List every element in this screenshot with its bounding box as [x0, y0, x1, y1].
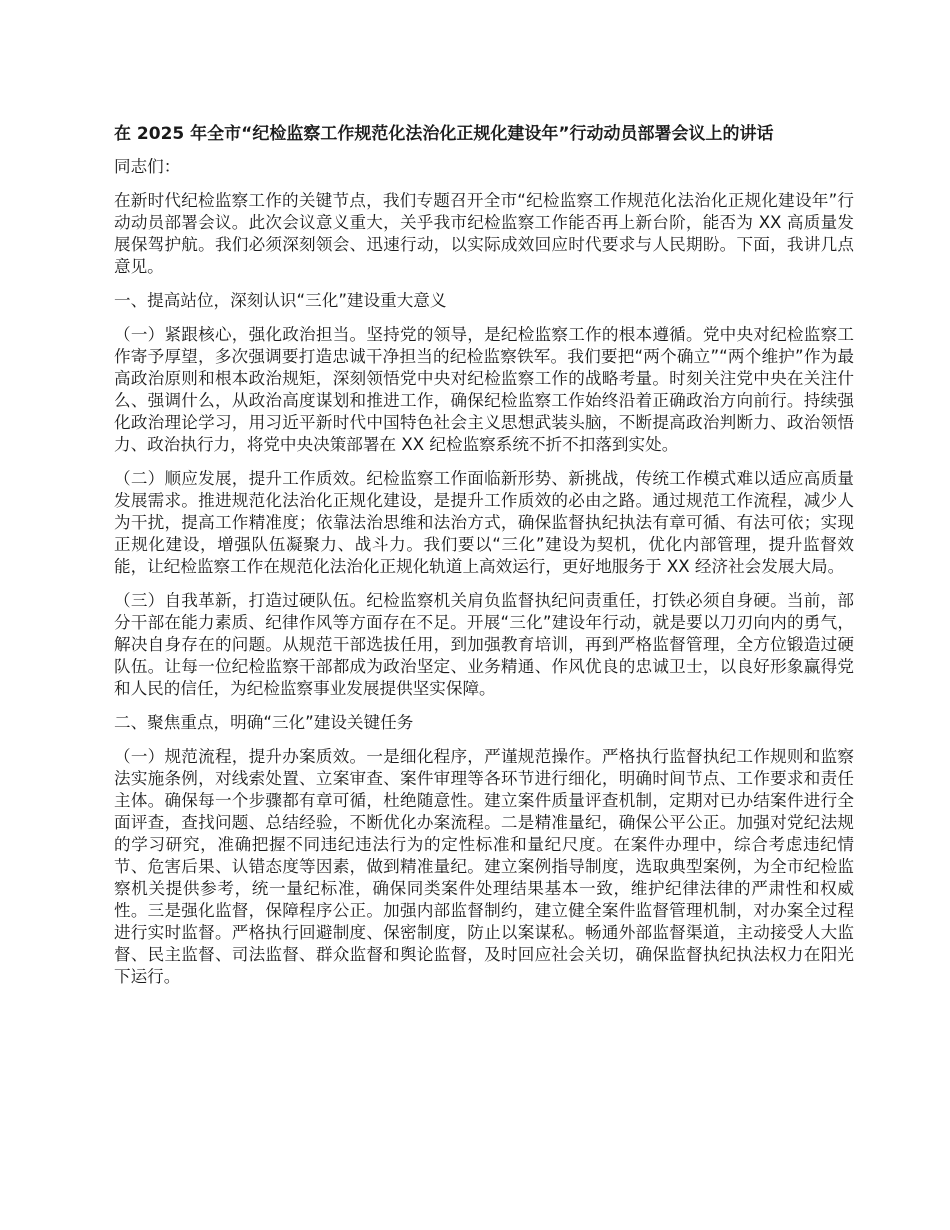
document-title — [114, 122, 854, 146]
body-paragraph: （一）紧跟核心，强化政治担当。坚持党的领导，是纪检监察工作的根本遵循。党中央对纪检监察工作寄予厚望，多次强调要打造忠诚干净担当的纪检监察铁军。我们要把“两个确立”“两个维护”作为最高政治原则和根本政治规矩，深刻领悟党中央对纪检监察工作的战略考量。时刻关注党中央在关注什么、强调什么，从政治高度谋划和推进工作，确保纪检监察工作始终沿着正确政治方向前行。持续强化政治理论学习，用习近平新时代中国特色社会主义思想武装头脑，不断提高政治判断力、政治领悟力、政治执行力，将党中央决策部署在 XX 纪检监察系统不折不扣落到实处。 — [114, 325, 854, 454]
document-page — [114, 122, 854, 1000]
body-paragraph: （一）规范流程，提升办案质效。一是细化程序，严谨规范操作。严格执行监督执纪工作规则和监察法实施条例，对线索处置、立案审查、案件审理等各环节进行细化，明确时间节点、工作要求和责任主体。确保每一个步骤都有章可循，杜绝随意性。建立案件质量评查机制，定期对已办结案件进行全面评查，查找问题、总结经验，不断优化办案流程。二是精准量纪，确保公平公正。加强对党纪法规的学习研究，准确把握不同违纪违法行为的定性标准和量纪尺度。在案件办理中，综合考虑违纪情节、危害后果、认错态度等因素，做到精准量纪。建立案例指导制度，选取典型案例，为全市纪检监察机关提供参考，统一量纪标准，确保同类案件处理结果基本一致，维护纪律法律的严肃性和权威性。三是强化监督，保障程序公正。加强内部监督制约，建立健全案件监督管理机制，对办案全过程进行实时监督。严格执行回避制度、保密制度，防止以案谋私。畅通外部监督渠道，主动接受人大监督、民主监督、司法监督、群众监督和舆论监督，及时回应社会关切，确保监督执纪执法权力在阳光下运行。 — [114, 747, 854, 986]
document-title-text: 在 2025 年全市“纪检监察工作规范化法治化正规化建设年”行动动员部署会议上的讲话 — [114, 124, 774, 144]
intro-paragraph: 在新时代纪检监察工作的关键节点，我们专题召开全市“纪检监察工作规范化法治化正规化建设年”行动动员部署会议。此次会议意义重大，关乎我市纪检监察工作能否再上新台阶，能否为 XX 高质量发展保驾护航。我们必须深刻领会、迅速行动，以实际成效回应时代要求与人民期盼。下面，我讲几点意见。 — [114, 191, 854, 276]
section-heading-2: 二、聚焦重点，明确“三化”建设关键任务 — [114, 713, 414, 732]
section-heading-1: 一、提高站位，深刻认识“三化”建设重大意义 — [114, 291, 447, 310]
body-paragraph: （二）顺应发展，提升工作质效。纪检监察工作面临新形势、新挑战，传统工作模式难以适应高质量发展需求。推进规范化法治化正规化建设，是提升工作质效的必由之路。通过规范工作流程，减少人为干扰，提高工作精准度；依靠法治思维和法治方式，确保监督执纪执法有章可循、有法可依；实现正规化建设，增强队伍凝聚力、战斗力。我们要以“三化”建设为契机，优化内部管理，提升监督效能，让纪检监察工作在规范化法治化正规化轨道上高效运行，更好地服务于 XX 经济社会发展大局。 — [114, 469, 854, 576]
salutation: 同志们： — [114, 157, 181, 176]
body-paragraph: （三）自我革新，打造过硬队伍。纪检监察机关肩负监督执纪问责重任，打铁必须自身硬。当前，部分干部在能力素质、纪律作风等方面存在不足。开展“三化”建设年行动，就是要以刀刃向内的勇气，解决自身存在的问题。从规范干部选拔任用，到加强教育培训，再到严格监督管理，全方位锻造过硬队伍。让每一位纪检监察干部都成为政治坚定、业务精通、作风优良的忠诚卫士，以良好形象赢得党和人民的信任，为纪检监察事业发展提供坚实保障。 — [114, 591, 854, 698]
